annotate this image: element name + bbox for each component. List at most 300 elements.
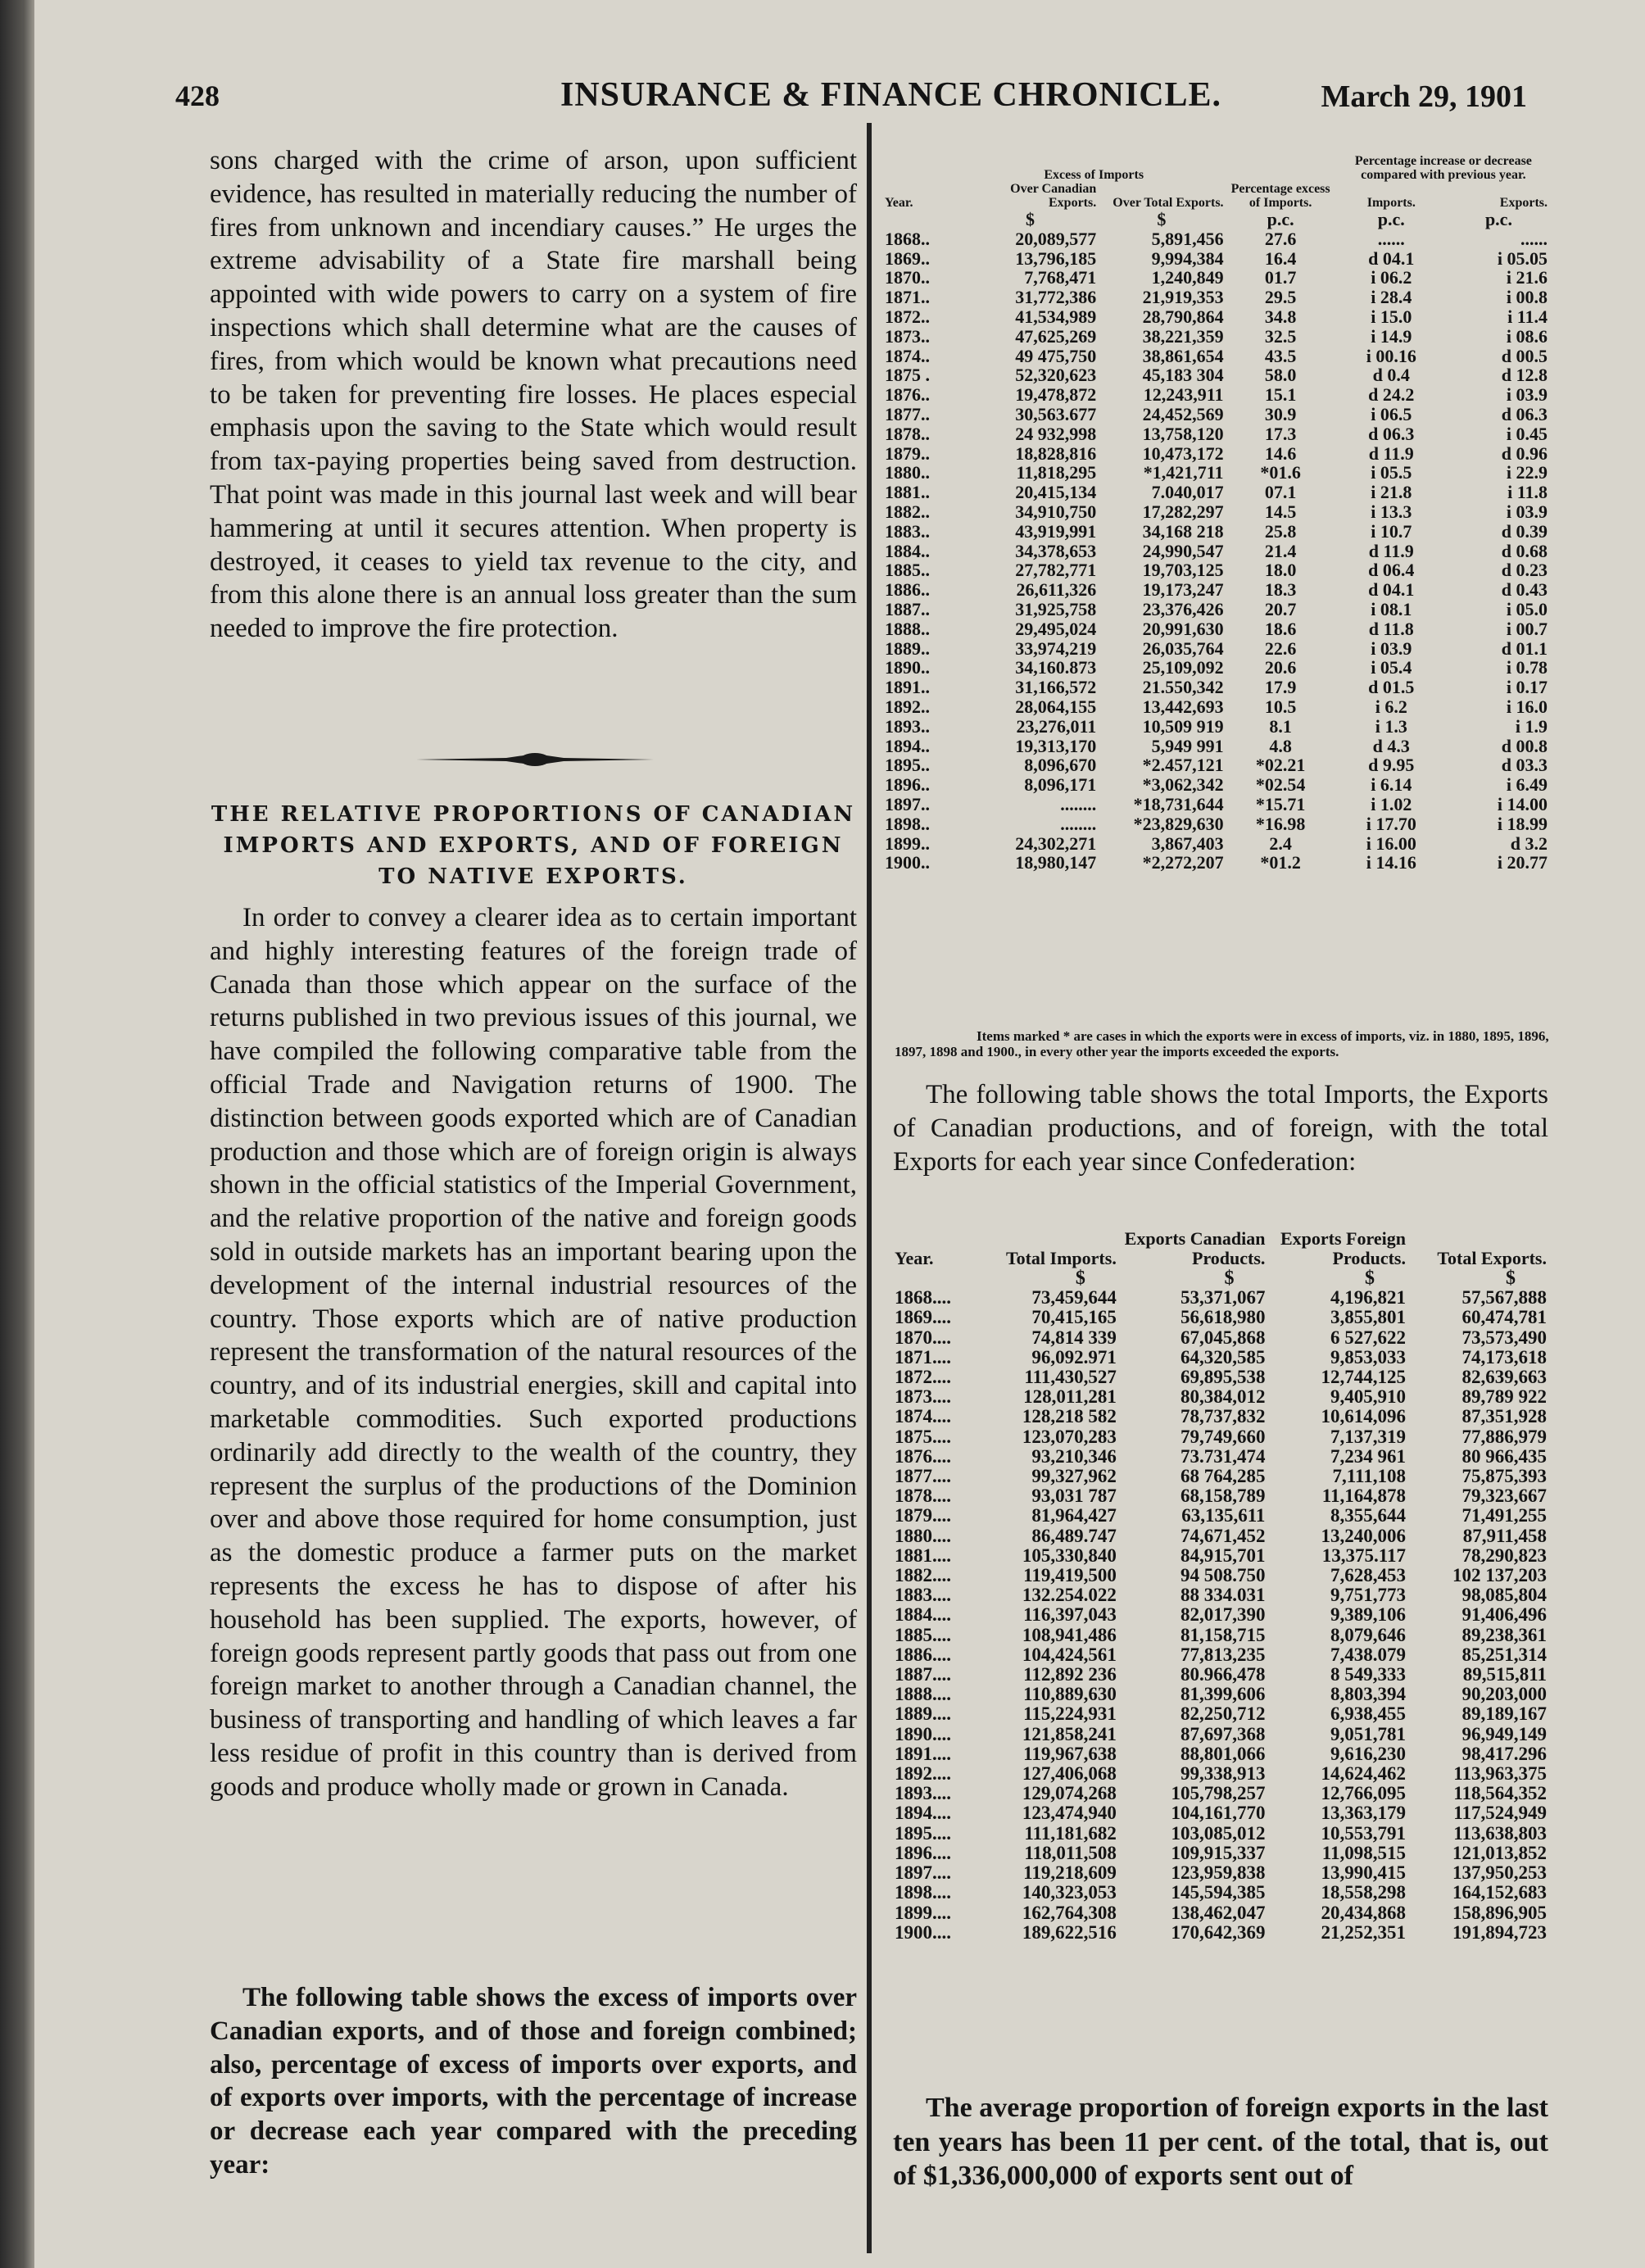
table-cell: 123,070,283 <box>1022 1426 1117 1447</box>
table-cell: 1894.... <box>895 1803 951 1824</box>
table-cell: 41,534,989 <box>1015 306 1097 327</box>
table-row <box>883 697 1551 717</box>
table-cell: 19,703,125 <box>1142 560 1224 581</box>
table-cell: i 17.70 <box>1366 813 1416 834</box>
table-row <box>893 1605 1548 1625</box>
table-cell: 1876.... <box>895 1445 951 1467</box>
table-row <box>883 365 1551 385</box>
table-cell: 11,098,515 <box>1321 1842 1406 1863</box>
table-row <box>893 1566 1548 1585</box>
table-cell: 80 966,435 <box>1461 1445 1547 1467</box>
table-cell: 77,886,979 <box>1461 1426 1547 1447</box>
table-cell: 24,990,547 <box>1142 540 1224 561</box>
table-cell: 1876.. <box>885 384 930 406</box>
table-cell: d 01.5 <box>1368 677 1415 698</box>
table-cell: d 03.3 <box>1501 755 1548 776</box>
unit-label: p.c. <box>1377 209 1405 229</box>
table-row <box>883 775 1551 795</box>
table-cell: 119,419,500 <box>1023 1565 1117 1586</box>
table-cell: 9,051,781 <box>1330 1723 1406 1744</box>
col-header-exports-foreign: Exports Foreign Products. <box>1280 1228 1406 1268</box>
table-cell: 11,164,878 <box>1321 1486 1406 1507</box>
table-row <box>893 1803 1548 1823</box>
table-row <box>893 1923 1548 1943</box>
table-cell: d 06.3 <box>1368 423 1415 444</box>
table-cell: 104,161,770 <box>1171 1803 1266 1824</box>
table-cell: 4,196,821 <box>1330 1287 1406 1309</box>
table-cell: 87,911,458 <box>1462 1525 1547 1546</box>
table-row <box>893 1526 1548 1546</box>
table-cell: 13,758,120 <box>1142 423 1224 444</box>
table-cell: 18,980,147 <box>1015 852 1097 873</box>
table-row <box>893 1744 1548 1764</box>
col-group-pct-change: Percentage increase or decrease compared with previous year. <box>1354 154 1532 182</box>
table-row <box>883 307 1551 327</box>
table-cell: 1891.... <box>895 1743 951 1764</box>
table-cell: d 11.9 <box>1368 540 1414 561</box>
table-cell: 1873.... <box>895 1386 951 1408</box>
table-cell: *2.457,121 <box>1142 755 1224 776</box>
table-cell: 1898.. <box>885 813 930 834</box>
table-cell: i 00.7 <box>1506 618 1548 639</box>
table-cell: 1870.. <box>885 267 930 288</box>
table-cell: 30.9 <box>1264 403 1297 424</box>
table-cell: 6,938,455 <box>1330 1703 1406 1725</box>
table-cell: 29,495,024 <box>1015 618 1097 639</box>
unit-label: $ <box>1157 209 1167 229</box>
table-cell: 1877.... <box>895 1466 951 1487</box>
table-cell: 1875.... <box>895 1426 951 1447</box>
table-cell: 12,243,911 <box>1143 384 1224 406</box>
table-cell: 93,031 787 <box>1031 1486 1117 1507</box>
table-cell: i 03.9 <box>1371 637 1412 659</box>
excess-imports-table <box>883 154 1551 873</box>
table-cell: 86,489.747 <box>1031 1525 1117 1546</box>
table-cell: 89,189,167 <box>1461 1703 1547 1725</box>
table-cell: 80,384,012 <box>1180 1386 1266 1408</box>
table-cell: 56,618,980 <box>1180 1307 1266 1328</box>
table-cell: 16.4 <box>1264 247 1297 269</box>
table-cell: 38,861,654 <box>1142 345 1224 366</box>
table-row <box>893 1844 1548 1863</box>
table-cell: 68 764,285 <box>1180 1466 1266 1487</box>
table-cell: 89,789 922 <box>1461 1386 1547 1408</box>
table-cell: 140,323,053 <box>1022 1882 1117 1903</box>
table-cell: 9,389,106 <box>1330 1604 1406 1626</box>
table-cell: 1900.. <box>885 852 930 873</box>
table-cell: 9,853,033 <box>1330 1346 1406 1368</box>
table-cell: 20,434,868 <box>1321 1902 1406 1923</box>
table-cell: 71,491,255 <box>1461 1505 1547 1526</box>
table-cell: 8,096,670 <box>1024 755 1097 776</box>
table-cell: 82,639,663 <box>1461 1367 1547 1388</box>
table-cell: 18.6 <box>1264 618 1297 639</box>
table-cell: *02.54 <box>1255 774 1306 796</box>
col-header-pct-imports: Imports. <box>1366 196 1416 210</box>
table-cell: 1877.. <box>885 403 930 424</box>
table-cell: i 18.99 <box>1497 813 1548 834</box>
table-cell: 24 932,998 <box>1015 423 1097 444</box>
table-cell: 105,330,840 <box>1022 1545 1117 1566</box>
table-cell: 73,459,644 <box>1031 1287 1117 1309</box>
table-cell: 87,697,368 <box>1180 1723 1266 1744</box>
table-cell: 38,221,359 <box>1142 325 1224 347</box>
table-cell: 109,915,337 <box>1171 1842 1266 1863</box>
table-cell: 170,642,369 <box>1171 1921 1266 1943</box>
table-cell: 82,250,712 <box>1180 1703 1266 1725</box>
table-cell: 1887.... <box>895 1664 951 1685</box>
table-cell: i 1.02 <box>1371 793 1412 814</box>
table-cell: 21.4 <box>1264 540 1297 561</box>
table-cell: 43.5 <box>1264 345 1297 366</box>
table-cell: 20.6 <box>1264 657 1297 678</box>
paragraph-table2-intro: The following table shows the total Imports, the Exports of Canadian productions, and of foreign, with the total Exports for each year since Confederation: <box>893 1080 1548 1177</box>
table-cell: 1884.. <box>885 540 930 561</box>
table-cell: 60,474,781 <box>1461 1307 1547 1328</box>
table-row <box>883 288 1551 307</box>
table-row <box>883 522 1551 542</box>
table-cell: 9,751,773 <box>1330 1585 1406 1606</box>
table-cell: 121,858,241 <box>1022 1723 1117 1744</box>
table-cell: 1889.... <box>895 1703 951 1725</box>
table-cell: 110,889,630 <box>1023 1684 1117 1705</box>
table-cell: 1879.... <box>895 1505 951 1526</box>
table-cell: 18,828,816 <box>1015 442 1097 464</box>
table-cell: 7,111,108 <box>1332 1466 1406 1487</box>
table-cell: i 16.00 <box>1366 832 1416 854</box>
table-cell: i 16.0 <box>1506 696 1548 717</box>
table1-footnote: Items marked * are cases in which the exports were in excess of imports, viz. in 1880, 1895, 1896, 1897, 1898 and 1900., in every other year the imports exceeded the exports. <box>895 1028 1549 1059</box>
col-header-over-total: Over Total Exports. <box>1113 196 1224 210</box>
table-cell: 12,766,095 <box>1321 1783 1406 1804</box>
table-cell: 24,452,569 <box>1142 403 1224 424</box>
table-cell: 1873.. <box>885 325 930 347</box>
imports-exports-table <box>893 1229 1548 1943</box>
table-cell: 79,323,667 <box>1461 1486 1547 1507</box>
table-row <box>883 853 1551 873</box>
unit-label: $ <box>1075 1268 1085 1289</box>
table-cell: 1892.... <box>895 1763 951 1785</box>
table-cell: 26,035,764 <box>1142 637 1224 659</box>
table-cell: i 1.3 <box>1375 715 1407 737</box>
table-cell: d 11.8 <box>1368 618 1414 639</box>
table-cell: 22.6 <box>1264 637 1297 659</box>
table-cell: 81,964,427 <box>1031 1505 1117 1526</box>
table-cell: 1887.. <box>885 598 930 619</box>
table-cell: *15.71 <box>1255 793 1306 814</box>
table-row <box>883 424 1551 444</box>
table-cell: 10,614,096 <box>1321 1406 1406 1427</box>
table-cell: i 10.7 <box>1371 520 1412 542</box>
table-cell: 1872.. <box>885 306 930 327</box>
table-cell: 74,671,452 <box>1180 1525 1266 1546</box>
table-cell: i 05.0 <box>1506 598 1548 619</box>
table-cell: 1886.. <box>885 579 930 601</box>
table-row <box>883 834 1551 854</box>
table-row <box>893 1665 1548 1685</box>
table-cell: d 12.8 <box>1501 365 1548 386</box>
table-cell: 1898.... <box>895 1882 951 1903</box>
table-cell: 1896.... <box>895 1842 951 1863</box>
table-cell: 1899.... <box>895 1902 951 1923</box>
table-cell: 18.3 <box>1264 579 1297 601</box>
table-cell: 118,564,352 <box>1453 1783 1547 1804</box>
table-cell: 88 334.031 <box>1180 1585 1266 1606</box>
table-cell: 12,744,125 <box>1321 1367 1406 1388</box>
table-cell: 1880.... <box>895 1525 951 1546</box>
table-cell: 9,616,230 <box>1330 1743 1406 1764</box>
col-header-over-canadian: Over Canadian Exports. <box>1010 182 1097 210</box>
col-header-total-exports: Total Exports. <box>1437 1248 1547 1268</box>
table-cell: 29.5 <box>1264 287 1297 308</box>
table-cell: 7,234 961 <box>1330 1445 1406 1467</box>
col-header-year: Year. <box>885 196 913 210</box>
table-cell: 164,152,683 <box>1452 1882 1547 1903</box>
table-cell: 98,085,804 <box>1461 1585 1547 1606</box>
table-row <box>883 327 1551 347</box>
table-row <box>883 658 1551 678</box>
table-cell: 1890.. <box>885 657 930 678</box>
table-cell: ........ <box>1060 813 1097 834</box>
table-cell: 8,355,644 <box>1330 1505 1406 1526</box>
table-cell: *18,731,644 <box>1133 793 1224 814</box>
heading-line: THE RELATIVE PROPORTIONS OF CANADIAN <box>211 802 856 827</box>
table-cell: d 0.68 <box>1501 540 1548 561</box>
table-cell: 99,327,962 <box>1031 1466 1117 1487</box>
table-cell: 1900.... <box>895 1921 951 1943</box>
table-cell: *16.98 <box>1255 813 1306 834</box>
table-cell: 49 475,750 <box>1015 345 1097 366</box>
table-cell: 79,749,660 <box>1180 1426 1266 1447</box>
table-cell: d 0.43 <box>1501 579 1548 601</box>
table-cell: d 00.5 <box>1501 345 1548 366</box>
table-cell: 91,406,496 <box>1461 1604 1547 1626</box>
table-row <box>893 1903 1548 1923</box>
table-cell: *2,272,207 <box>1142 852 1224 873</box>
table-cell: 1879.. <box>885 442 930 464</box>
table-cell: 84,915,701 <box>1180 1545 1266 1566</box>
table-cell: 112,892 236 <box>1023 1664 1117 1685</box>
table-cell: 28,790,864 <box>1142 306 1224 327</box>
table-cell: 145,594,385 <box>1171 1882 1266 1903</box>
table-row <box>883 619 1551 639</box>
table-cell: 1888.... <box>895 1684 951 1705</box>
table-row <box>883 249 1551 269</box>
table-cell: d 9.95 <box>1368 755 1415 776</box>
table-cell: 1888.. <box>885 618 930 639</box>
table-row <box>893 1288 1548 1308</box>
table-cell: 99,338,913 <box>1180 1763 1266 1785</box>
table-cell: 13,363,179 <box>1321 1803 1406 1824</box>
table-cell: 1884.... <box>895 1604 951 1626</box>
table-cell: 34.8 <box>1264 306 1297 327</box>
table-cell: 78,290,823 <box>1461 1545 1547 1566</box>
table-cell: 189,622,516 <box>1022 1921 1117 1943</box>
table-cell: 8 549,333 <box>1330 1664 1406 1685</box>
table-cell: 6 527,622 <box>1330 1327 1406 1348</box>
table-cell: i 6.14 <box>1371 774 1412 796</box>
table-row <box>883 737 1551 756</box>
table-cell: i 0.17 <box>1506 677 1548 698</box>
table-row <box>893 1546 1548 1566</box>
table-row <box>893 1387 1548 1407</box>
table-cell: 1892.. <box>885 696 930 717</box>
heading-line: IMPORTS AND EXPORTS, AND OF FOREIGN <box>223 833 844 858</box>
table-cell: i 05.05 <box>1497 247 1548 269</box>
table-cell: 32.5 <box>1264 325 1297 347</box>
table-cell: 10,473,172 <box>1142 442 1224 464</box>
table-cell: 98,417.296 <box>1461 1743 1547 1764</box>
table-cell: 33,974,219 <box>1015 637 1097 659</box>
table-cell: 1875 . <box>885 365 930 386</box>
table-row <box>893 1626 1548 1645</box>
table-cell: 58.0 <box>1264 365 1297 386</box>
table-row <box>883 795 1551 814</box>
table-cell: 1878.. <box>885 423 930 444</box>
table-row <box>893 1863 1548 1883</box>
table-cell: 1872.... <box>895 1367 951 1388</box>
table-cell: *01.6 <box>1260 462 1301 483</box>
table-cell: 20,991,630 <box>1142 618 1224 639</box>
table-cell: 9,994,384 <box>1151 247 1224 269</box>
table-cell: 13,375.117 <box>1321 1545 1406 1566</box>
table-row <box>893 1407 1548 1427</box>
table-cell: 1871.... <box>895 1346 951 1368</box>
table-cell: 8,096,171 <box>1024 774 1097 796</box>
table-cell: 34,910,750 <box>1015 501 1097 522</box>
table-cell: 105,798,257 <box>1171 1783 1266 1804</box>
table-cell: d 24.2 <box>1368 384 1415 406</box>
table-cell: i 14.16 <box>1366 852 1416 873</box>
table-row <box>883 444 1551 464</box>
table-cell: 15.1 <box>1264 384 1297 406</box>
table-row <box>883 385 1551 405</box>
table-row <box>883 755 1551 775</box>
table-row <box>893 1883 1548 1903</box>
table-cell: 73.731,474 <box>1180 1445 1266 1467</box>
table-cell: i 13.3 <box>1371 501 1412 522</box>
table-cell: 23,276,011 <box>1016 715 1097 737</box>
col-header-total-imports: Total Imports. <box>1005 1248 1117 1268</box>
table-cell: 94 508.750 <box>1180 1565 1266 1586</box>
table-cell: 11,818,295 <box>1016 462 1097 483</box>
table-cell: 1869.... <box>895 1307 951 1328</box>
table-cell: 1881.... <box>895 1545 951 1566</box>
table-cell: 74,173,618 <box>1461 1346 1547 1368</box>
table-cell: 53,371,067 <box>1180 1287 1266 1309</box>
table-cell: 13,240,006 <box>1321 1525 1406 1546</box>
table-cell: 21,252,351 <box>1321 1921 1406 1943</box>
table-row <box>893 1467 1548 1486</box>
table-cell: i 6.2 <box>1375 696 1407 717</box>
table-cell: 75,875,393 <box>1461 1466 1547 1487</box>
table-cell: 1886.... <box>895 1644 951 1665</box>
table-cell: 116,397,043 <box>1023 1604 1117 1626</box>
table-row <box>883 580 1551 600</box>
table-cell: 123,959,838 <box>1171 1862 1266 1884</box>
table-cell: 18,558,298 <box>1321 1882 1406 1903</box>
table-cell: i 00.16 <box>1366 345 1416 366</box>
table-cell: i 11.4 <box>1507 306 1548 327</box>
table-cell: 102 137,203 <box>1452 1565 1547 1586</box>
table-cell: i 03.9 <box>1506 501 1548 522</box>
table-row <box>893 1427 1548 1447</box>
table-cell: 103,085,012 <box>1171 1822 1266 1844</box>
table-cell: 1895.... <box>895 1822 951 1844</box>
table-cell: 81,399,606 <box>1180 1684 1266 1705</box>
table-cell: 123,474,940 <box>1022 1803 1117 1824</box>
table-cell: 13,442,693 <box>1142 696 1224 717</box>
table-cell: 26,611,326 <box>1016 579 1097 601</box>
table-row <box>893 1784 1548 1803</box>
table-cell: ........ <box>1060 793 1097 814</box>
table-cell: 14,624,462 <box>1321 1763 1406 1785</box>
running-header <box>175 75 1527 125</box>
page-number: 428 <box>175 79 220 112</box>
table-cell: 14.6 <box>1264 442 1297 464</box>
table-cell: d 0.39 <box>1501 520 1548 542</box>
table-row <box>893 1645 1548 1665</box>
table-cell: 121,013,852 <box>1452 1842 1547 1863</box>
table-cell: *02.21 <box>1255 755 1306 776</box>
table-cell: i 11.8 <box>1507 482 1548 503</box>
table-row <box>883 678 1551 697</box>
table-row <box>893 1348 1548 1368</box>
table-cell: 1889.. <box>885 637 930 659</box>
table-cell: i 06.2 <box>1371 267 1412 288</box>
table-cell: 78,737,832 <box>1180 1406 1266 1427</box>
table-cell: i 00.8 <box>1506 287 1548 308</box>
table-cell: 1885.... <box>895 1624 951 1645</box>
unit-label: $ <box>1224 1268 1235 1289</box>
table-cell: 1895.. <box>885 755 930 776</box>
table-cell: d 3.2 <box>1510 832 1548 854</box>
table-cell: 34,168 218 <box>1142 520 1224 542</box>
paragraph-table1-intro: The following table shows the excess of imports over Canadian exports, and of those and foreign combined; also, percentage of excess of imports over exports, and of exports over imports, with the percentage of increase or decrease each year compared with the preceding year: <box>210 1983 857 2180</box>
table-cell: 20,415,134 <box>1015 482 1097 503</box>
table-cell: 96,092.971 <box>1031 1346 1117 1368</box>
table-cell: 115,224,931 <box>1023 1703 1117 1725</box>
journal-title: INSURANCE & FINANCE CHRONICLE. <box>560 76 1222 114</box>
table-cell: 138,462,047 <box>1171 1902 1266 1923</box>
table-row <box>883 347 1551 366</box>
table-cell: 1885.. <box>885 560 930 581</box>
paragraph-conclusion: The average proportion of foreign exports in the last ten years has been 11 per cent. of the total, that is, out of $1,336,000,000 of exports sent out of <box>893 2093 1548 2191</box>
table-cell: 137,950,253 <box>1452 1862 1547 1884</box>
table-cell: 7,438.079 <box>1330 1644 1406 1665</box>
table-cell: 90,203,000 <box>1461 1684 1547 1705</box>
table-cell: 1881.. <box>885 482 930 503</box>
table-cell: 2.4 <box>1269 832 1292 854</box>
table-cell: 01.7 <box>1264 267 1297 288</box>
table-row <box>893 1585 1548 1605</box>
table-cell: 1,240,849 <box>1151 267 1224 288</box>
table-cell: d 0.4 <box>1372 365 1410 386</box>
table-cell: 111,430,527 <box>1024 1367 1117 1388</box>
table-cell: 67,045,868 <box>1180 1327 1266 1348</box>
table-cell: 87,351,928 <box>1461 1406 1547 1427</box>
table-cell: 8,803,394 <box>1330 1684 1406 1705</box>
table-cell: i 08.6 <box>1506 325 1548 347</box>
table-row <box>893 1486 1548 1506</box>
table-cell: d 00.8 <box>1501 735 1548 756</box>
table-cell: 1882.. <box>885 501 930 522</box>
table-cell: 113,638,803 <box>1453 1822 1547 1844</box>
table-cell: 77,813,235 <box>1180 1644 1266 1665</box>
table-cell: 19,313,170 <box>1015 735 1097 756</box>
table-cell: 96,949,149 <box>1461 1723 1547 1744</box>
table-cell: 13,796,185 <box>1015 247 1097 269</box>
